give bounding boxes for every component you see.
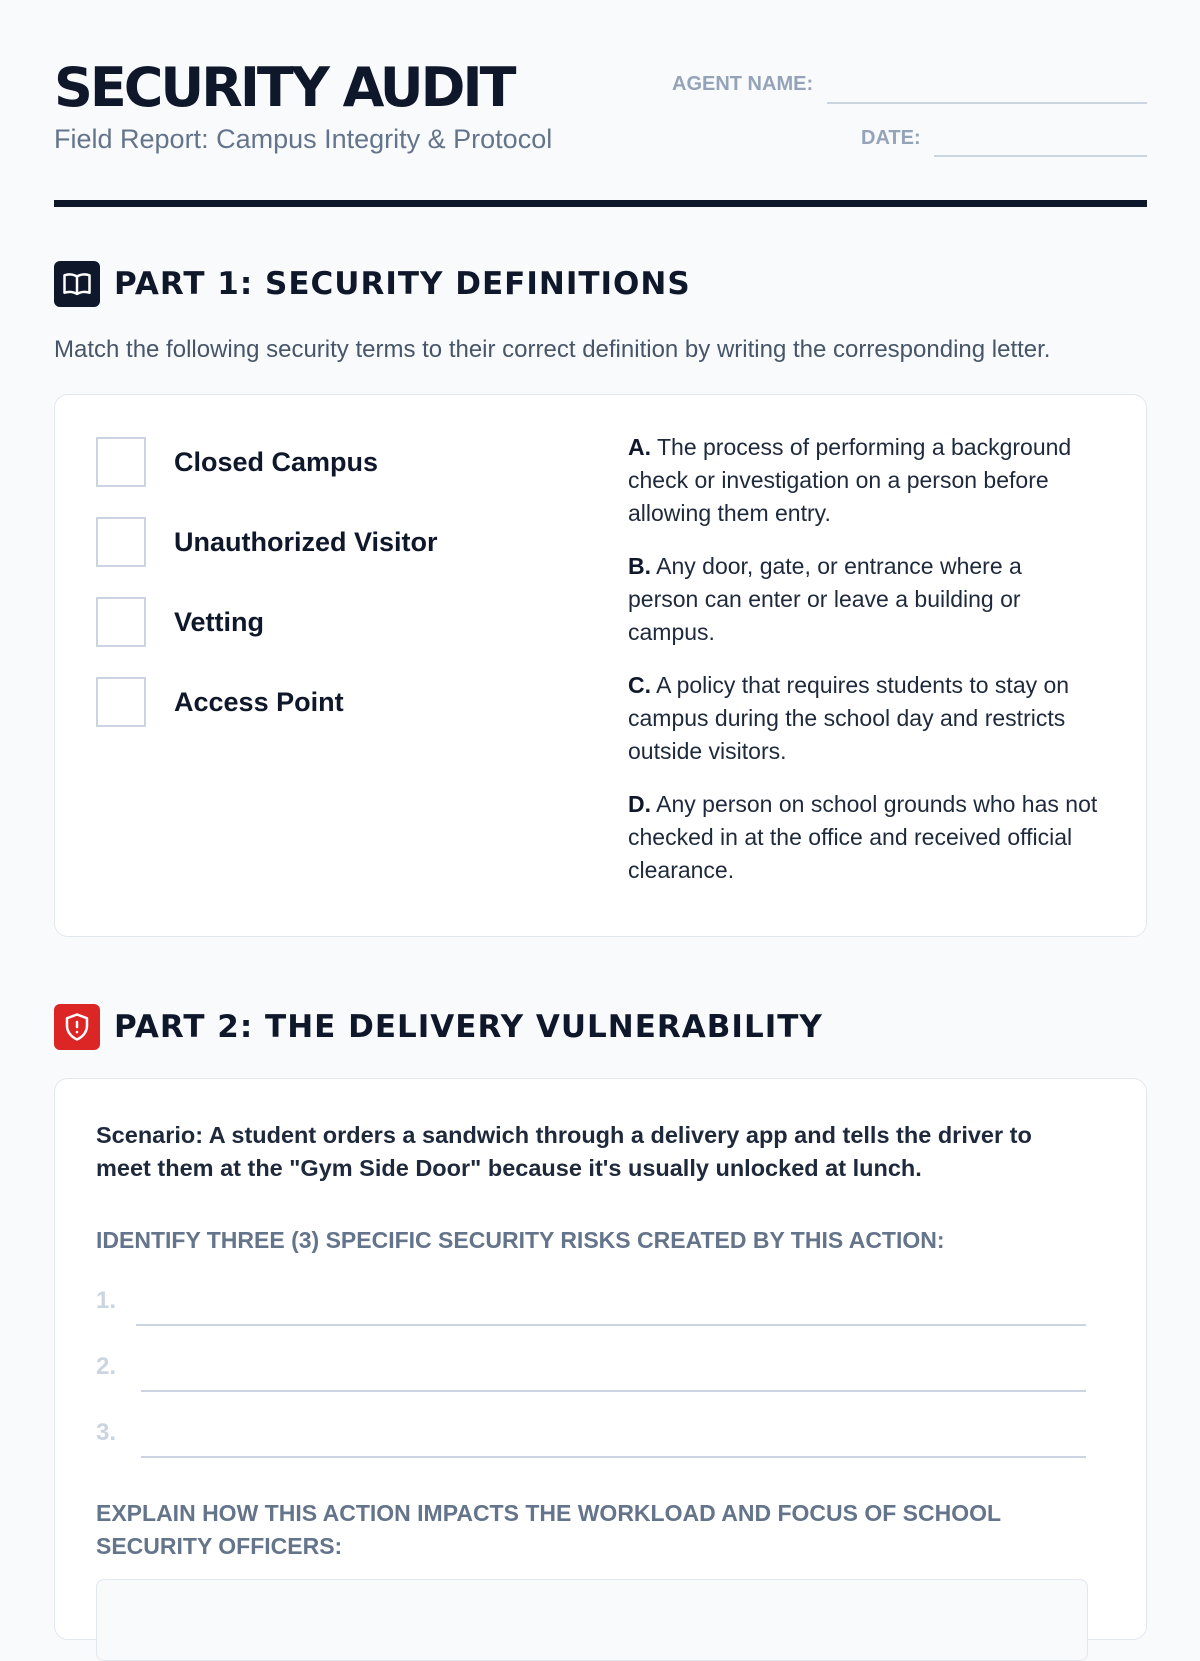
term-label: Closed Campus [174, 446, 379, 477]
term-row [96, 515, 438, 569]
header [54, 0, 1147, 208]
shield-alert-icon [54, 1004, 100, 1050]
term-label: Vetting [174, 606, 265, 637]
page-title: SECURITY AUDIT [54, 56, 514, 119]
workload-prompt: EXPLAIN HOW THIS ACTION IMPACTS THE WORKLOAD AND FOCUS OF SCHOOL SECURITY OFFICERS: [96, 1500, 1001, 1559]
answer-box[interactable] [96, 677, 146, 727]
definition-letter: B. [628, 553, 651, 579]
risks-prompt: IDENTIFY THREE (3) SPECIFIC SECURITY RISKS CREATED BY THIS ACTION: [96, 1227, 945, 1253]
answer-box[interactable] [96, 437, 146, 487]
scenario-text: Scenario: A student orders a sandwich through a delivery app and tells the driver to meet them at the "Gym Side Door" because it's usually unlocked at lunch. [96, 1122, 1032, 1181]
answer-box[interactable] [96, 597, 146, 647]
agent-name-field[interactable] [827, 102, 1147, 104]
workload-answer-box[interactable] [96, 1579, 1088, 1661]
part1-heading [54, 261, 691, 307]
answer-number: 3. [96, 1419, 117, 1446]
term-label: Access Point [174, 686, 344, 717]
part1-title: PART 1: SECURITY DEFINITIONS [114, 266, 691, 302]
scenario-card [54, 1078, 1147, 1640]
date-label: DATE: [861, 127, 921, 149]
definition-item [628, 550, 1098, 649]
agent-name-label: AGENT NAME: [672, 73, 814, 95]
definition-letter: D. [628, 791, 651, 817]
part2-title: PART 2: THE DELIVERY VULNERABILITY [114, 1009, 823, 1045]
definition-text: A policy that requires students to stay on campus during the school day and restricts outside visitors. [628, 672, 1070, 764]
header-divider [54, 200, 1147, 207]
term-row [96, 595, 438, 649]
part1-instructions: Match the following security terms to their correct definition by writing the corresponding letter. [54, 336, 1051, 363]
part2-heading [54, 1004, 823, 1050]
definition-letter: C. [628, 672, 651, 698]
definitions-list [628, 431, 1098, 907]
book-icon [54, 261, 100, 307]
risk-answer-line[interactable] [136, 1324, 1086, 1326]
definition-item [628, 669, 1098, 768]
page-subtitle: Field Report: Campus Integrity & Protocol [54, 124, 553, 154]
risk-answer-line[interactable] [141, 1390, 1086, 1392]
worksheet-page [54, 0, 1147, 1559]
term-row [96, 675, 438, 729]
definition-text: Any person on school grounds who has not checked in at the office and received official clearance. [628, 791, 1098, 883]
definition-item [628, 431, 1098, 530]
definition-item [628, 788, 1098, 887]
definition-letter: A. [628, 434, 651, 460]
definition-text: The process of performing a background check or investigation on a person before allowing them entry. [628, 434, 1072, 526]
matching-card [54, 394, 1147, 937]
term-row [96, 435, 438, 489]
date-field[interactable] [934, 155, 1147, 157]
answer-number: 2. [96, 1353, 117, 1380]
terms-list [96, 435, 438, 755]
answer-number: 1. [96, 1287, 117, 1314]
term-label: Unauthorized Visitor [174, 526, 438, 557]
answer-box[interactable] [96, 517, 146, 567]
definition-text: Any door, gate, or entrance where a person can enter or leave a building or campus. [628, 553, 1022, 645]
risk-answer-line[interactable] [141, 1456, 1086, 1458]
